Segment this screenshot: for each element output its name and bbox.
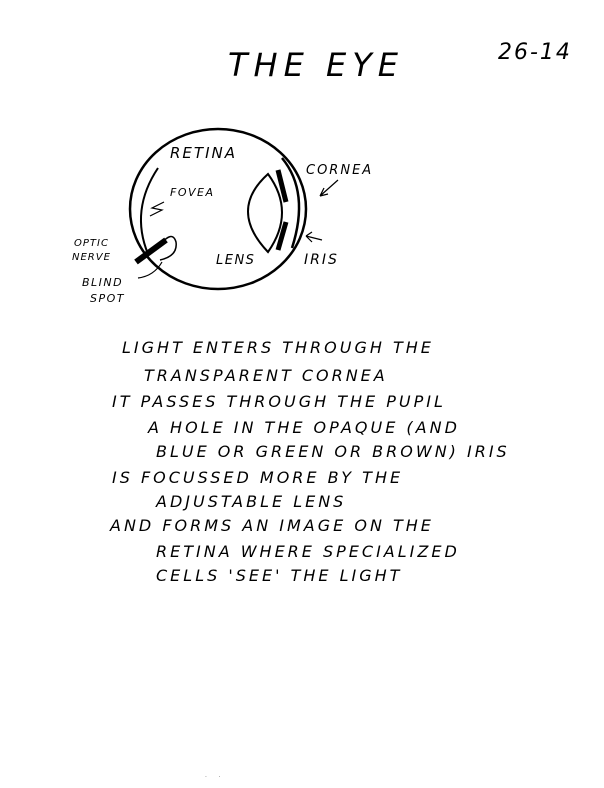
text-line: IT PASSES THROUGH THE PUPIL [112, 392, 446, 411]
text-line: BLUE OR GREEN OR BROWN) IRIS [156, 442, 510, 461]
text-line: CELLS 'SEE' THE LIGHT [156, 566, 403, 585]
text-line: RETINA WHERE SPECIALIZED [156, 542, 460, 561]
text-line: IS FOCUSSED MORE BY THE [112, 468, 404, 487]
page-title: THE EYE [228, 46, 404, 84]
blind-spot-leader [138, 262, 162, 278]
label-optic: OPTIC [74, 238, 109, 249]
label-fovea: FOVEA [170, 186, 215, 199]
label-retina: RETINA [170, 144, 237, 162]
iris-lower [278, 222, 286, 250]
cornea-arrow [320, 180, 338, 196]
text-line: TRANSPARENT CORNEA [144, 366, 388, 385]
eye-diagram [60, 130, 400, 320]
lens-shape [248, 174, 282, 252]
label-lens: LENS [216, 253, 256, 268]
label-cornea: CORNEA [306, 163, 374, 178]
label-iris: IRIS [304, 252, 339, 268]
label-nerve: NERVE [72, 252, 111, 263]
text-line: LIGHT ENTERS THROUGH THE [122, 338, 434, 357]
text-line: A HOLE IN THE OPAQUE (AND [148, 418, 460, 437]
label-spot: SPOT [90, 292, 125, 305]
fovea-arrow [150, 202, 164, 216]
label-blind: BLIND [82, 276, 124, 289]
scan-speckle: · · [205, 774, 221, 781]
retina-line [141, 168, 158, 254]
text-line: ADJUSTABLE LENS [156, 492, 347, 511]
text-line: AND FORMS AN IMAGE ON THE [110, 516, 434, 535]
page-number: 26-14 [498, 40, 572, 65]
iris-arrow [306, 232, 322, 242]
